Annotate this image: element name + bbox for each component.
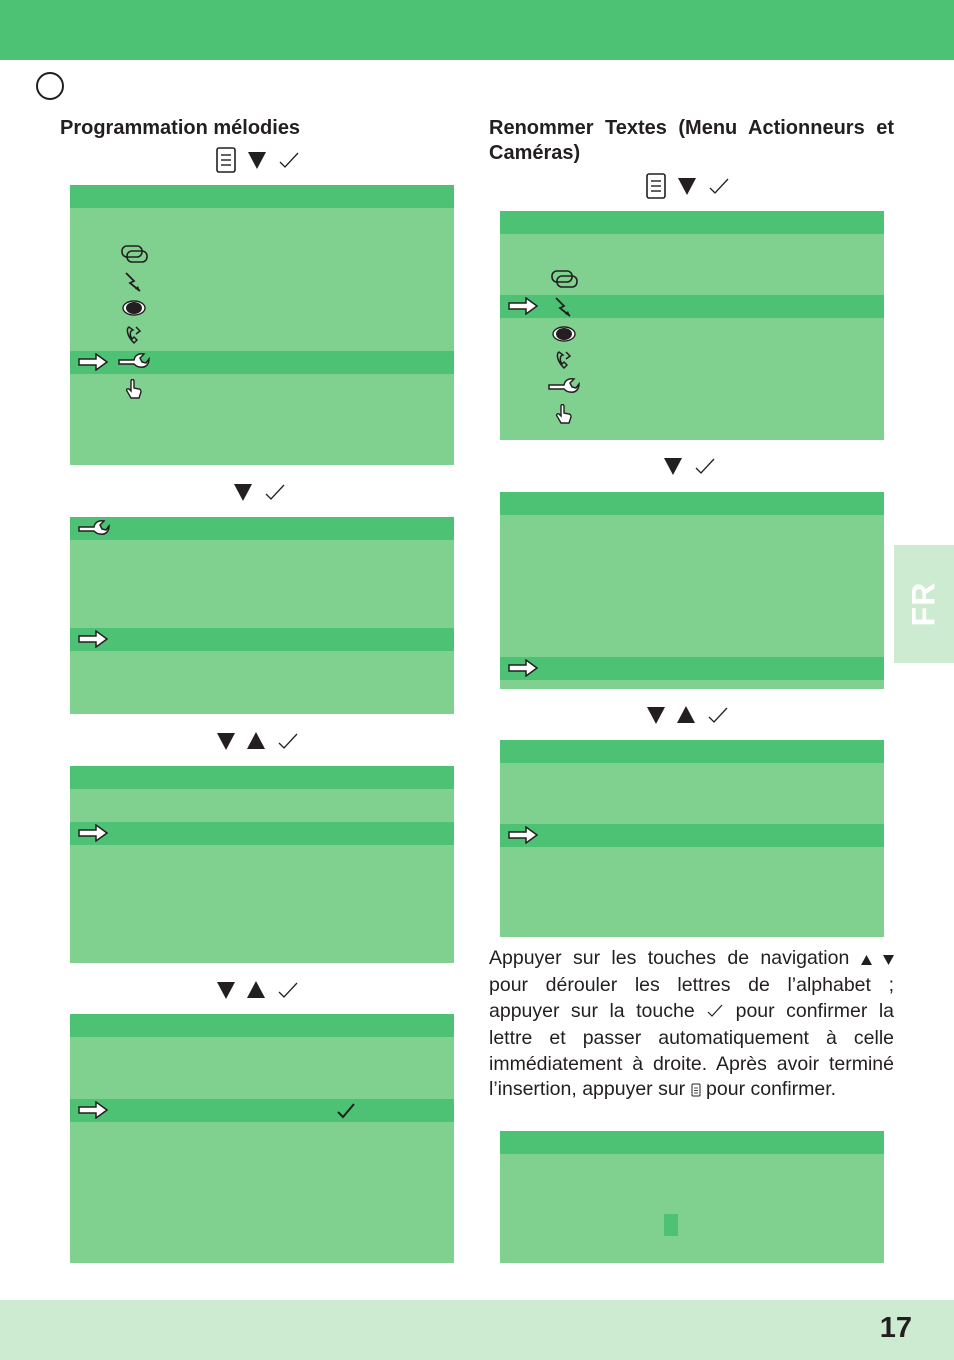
screen-header <box>500 211 884 234</box>
check-icon <box>707 705 729 725</box>
right-arrow-icon <box>508 297 538 315</box>
top-band <box>0 0 954 60</box>
phone-icon <box>118 324 150 346</box>
check-icon <box>278 150 300 170</box>
right-screen-3 <box>500 740 884 937</box>
right-screen-1 <box>500 211 884 440</box>
up-triangle-icon <box>247 980 265 1000</box>
instruction-part-1: Appuyer sur les touches de navigation <box>489 947 850 969</box>
left-screen-2 <box>70 517 454 714</box>
right-arrow-icon <box>78 353 108 371</box>
down-triangle-icon <box>883 948 894 973</box>
instruction-paragraph <box>489 946 894 1104</box>
screen-header <box>500 492 884 515</box>
text-cursor <box>664 1214 678 1236</box>
screen-header <box>500 740 884 763</box>
selection-bar <box>500 657 884 680</box>
menu-key-icon <box>646 173 666 199</box>
wrench-icon <box>78 518 110 540</box>
nav-keys-3 <box>217 728 299 754</box>
bottom-band <box>0 1300 954 1360</box>
down-triangle-icon <box>678 176 696 196</box>
section-circle-icon <box>36 72 64 100</box>
left-screen-1 <box>70 185 454 465</box>
menu-key-icon <box>691 1079 701 1104</box>
wrench-icon <box>548 376 580 398</box>
check-icon <box>708 176 730 196</box>
nav-keys-7 <box>647 702 729 728</box>
actuator-icon <box>548 296 580 318</box>
check-icon <box>277 731 299 751</box>
right-arrow-icon <box>78 824 108 842</box>
right-arrow-icon <box>508 659 538 677</box>
camera-icon <box>118 297 150 319</box>
down-triangle-icon <box>248 150 266 170</box>
language-tab-label: FR <box>905 581 942 627</box>
check-icon <box>706 1001 724 1026</box>
screen-header <box>70 517 454 540</box>
down-triangle-icon <box>217 980 235 1000</box>
down-triangle-icon <box>217 731 235 751</box>
right-screen-2 <box>500 492 884 689</box>
up-triangle-icon <box>247 731 265 751</box>
left-heading: Programmation mélodies <box>60 117 301 139</box>
check-icon <box>694 456 716 476</box>
language-tab <box>894 545 954 663</box>
selection-bar <box>70 1099 454 1122</box>
page-number: 17 <box>879 1312 912 1344</box>
nav-keys-5 <box>646 173 730 199</box>
screen-header <box>70 1014 454 1037</box>
right-arrow-icon <box>78 630 108 648</box>
right-arrow-icon <box>78 1101 108 1119</box>
nav-keys-2 <box>234 479 286 505</box>
check-icon <box>277 980 299 1000</box>
down-triangle-icon <box>647 705 665 725</box>
intercom-icon <box>548 268 580 290</box>
nav-keys-6 <box>664 453 716 479</box>
left-screen-3 <box>70 766 454 963</box>
nav-keys-4 <box>217 977 299 1003</box>
phone-icon <box>548 349 580 371</box>
hand-pointer-icon <box>118 379 150 401</box>
actuator-icon <box>118 271 150 293</box>
check-icon <box>264 482 286 502</box>
wrench-icon <box>118 351 150 373</box>
right-heading: Renommer Textes (Menu Actionneurs et Caméras) <box>489 117 894 164</box>
intercom-icon <box>118 243 150 265</box>
menu-key-icon <box>216 147 236 173</box>
right-screen-4 <box>500 1131 884 1263</box>
selection-bar <box>70 628 454 651</box>
camera-icon <box>548 323 580 345</box>
screen-header <box>70 766 454 789</box>
right-arrow-icon <box>508 826 538 844</box>
screen-header <box>70 185 454 208</box>
instruction-part-2: pour dérouler les lettres de l’alphabet ; appuyer sur la touche <box>489 974 894 1022</box>
down-triangle-icon <box>234 482 252 502</box>
nav-keys-1 <box>216 147 300 173</box>
instruction-part-3: pour confirmer la lettre et passer automatiquement à celle immédiatement à droite. Après avoir terminé l’insertion, appuyer sur <box>489 999 895 1101</box>
hand-pointer-icon <box>548 404 580 426</box>
down-triangle-icon <box>664 456 682 476</box>
up-triangle-icon <box>861 948 872 973</box>
selected-check-icon <box>336 1102 356 1125</box>
instruction-part-4: pour confirmer. <box>706 1078 837 1101</box>
left-screen-4 <box>70 1014 454 1263</box>
selection-bar <box>70 822 454 845</box>
up-triangle-icon <box>677 705 695 725</box>
selection-bar <box>500 824 884 847</box>
screen-header <box>500 1131 884 1154</box>
